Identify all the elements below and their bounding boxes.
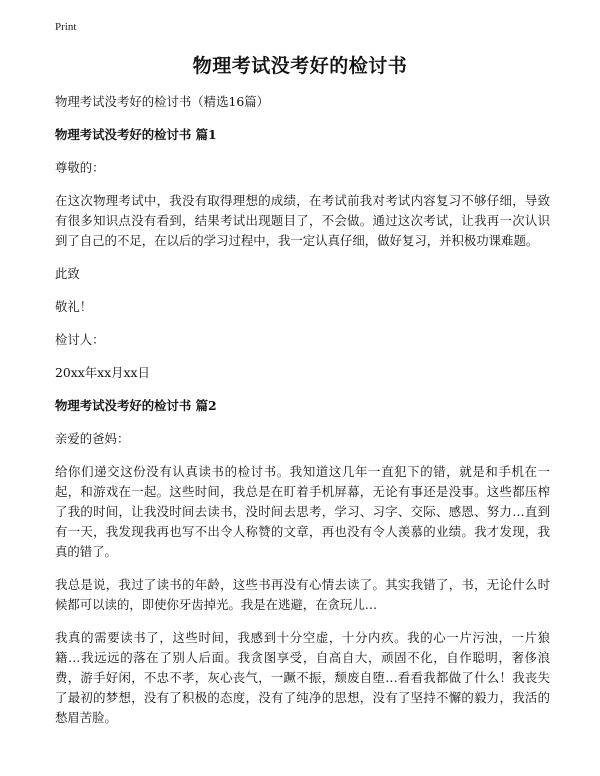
paragraph: 我总是说，我过了读书的年龄，这些书再没有心情去读了。其实我错了，书，无论什么时候都可以读的，即使你牙齿掉光。我是在逃避，在贪玩儿… bbox=[55, 577, 550, 612]
paragraph: 我真的需要读书了，这些时间，我感到十分空虚，十分内疚。我的心一片污浊，一片狼籍…我远远的落在了别人后面。我贪图享受，自高自大，顽固不化，自作聪明，奢侈浪费，游手好闲，不忠不孝，灰心丧气，一蹶不振，颓废自堕…看看我都做了什么！我丧失了最初的梦想，没有了积极的态度，没有了纯净的思想，没有了坚持不懈的毅力，我活的愁眉苦脸。 bbox=[55, 630, 550, 725]
signature-label: 检讨人： bbox=[55, 332, 105, 347]
closing-line: 敬礼！ bbox=[55, 299, 93, 314]
salutation-2: 亲爱的爸妈： bbox=[55, 431, 130, 446]
salutation-1: 尊敬的： bbox=[55, 160, 105, 175]
date-line: 20xx年xx月xx日 bbox=[55, 365, 150, 380]
paragraph: 在这次物理考试中，我没有取得理想的成绩，在考试前我对考试内容复习不够仔细，导致有很多知识点没有看到，结果考试出现题目了，不会做。通过这次考试，让我再一次认识到了自己的不足，在以后的学习过程中，我一定认真仔细，做好复习，并积极功课难题。 bbox=[55, 193, 550, 248]
section-heading-1: 物理考试没考好的检讨书 篇1 bbox=[55, 127, 217, 142]
section-heading-2: 物理考试没考好的检讨书 篇2 bbox=[55, 398, 217, 413]
print-label: Print bbox=[55, 21, 77, 33]
document-body bbox=[55, 92, 550, 741]
closing-line: 此致 bbox=[55, 266, 80, 281]
document-subtitle: 物理考试没考好的检讨书（精选16篇） bbox=[55, 94, 270, 109]
page-title: 物理考试没考好的检讨书 bbox=[192, 55, 408, 77]
paragraph: 给你们递交这份没有认真读书的检讨书。我知道这几年一直犯下的错，就是和手机在一起，和游戏在一起。这些时间，我总是在盯着手机屏幕，无论有事还是没事。这些都压榨了我的时间，让我没时间去读书，没时间去思考，学习、习字、交际、感恩、努力…直到有一天，我发现我再也写不出令人称赞的文章，再也没有令人羡慕的业绩。我才发现，我真的错了。 bbox=[55, 464, 550, 559]
